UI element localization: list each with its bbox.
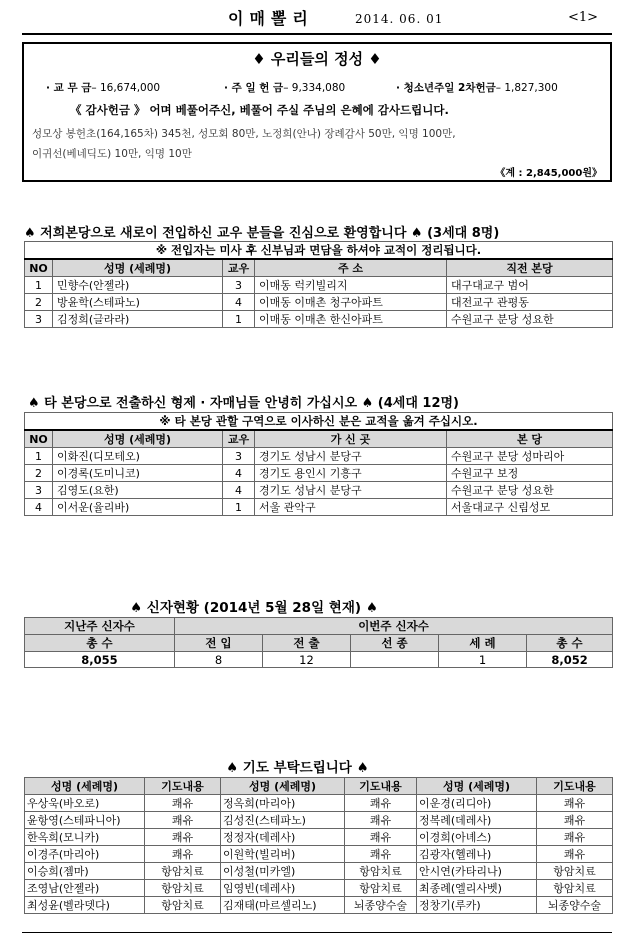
table-row <box>25 846 613 863</box>
col-header: 기도내용 <box>537 778 613 795</box>
census-table <box>24 617 613 668</box>
offering-item-sunday <box>224 80 345 95</box>
table-cell: 김영도(요한) <box>53 482 223 499</box>
table-cell: 수원교구 보정 <box>447 465 613 482</box>
table-cell: 이화진(디모테오) <box>53 448 223 465</box>
table-cell: 쾌유 <box>537 795 613 812</box>
table-cell: 쾌유 <box>345 846 417 863</box>
offering-value: – 9,334,080 <box>283 82 346 94</box>
offering-box <box>22 42 612 182</box>
table-cell: 이서운(율리바) <box>53 499 223 516</box>
table-cell: 김정희(글라라) <box>53 311 223 328</box>
table-cell: 정창기(루카) <box>417 897 537 914</box>
table-cell: 이매동 이매촌 한신아파트 <box>255 311 447 328</box>
table-cell: 쾌유 <box>145 795 221 812</box>
table-cell: 3 <box>223 448 255 465</box>
table-cell: 1 <box>25 277 53 294</box>
table-cell: 최성윤(벨라뎃다) <box>25 897 145 914</box>
table-row <box>25 812 613 829</box>
thanks-line-2: 이귀선(베네딕도) 10만, 익명 10만 <box>32 148 192 160</box>
col-header: 본 당 <box>447 430 613 448</box>
col-header: 주 소 <box>255 259 447 277</box>
table-cell: 우상욱(바오로) <box>25 795 145 812</box>
table-cell: 서울 관악구 <box>255 499 447 516</box>
table-cell: 2 <box>25 294 53 311</box>
col-header: 교우 <box>223 259 255 277</box>
newcomers-heading: ♠ 저희본당으로 새로이 전입하신 교우 분들을 진심으로 환영합니다 ♠ (3세대 8명) <box>24 226 500 241</box>
col-header: 성명 (세례명) <box>53 430 223 448</box>
footer-divider <box>22 932 612 933</box>
table-cell: 한옥희(모니카) <box>25 829 145 846</box>
table-cell: 항암치료 <box>145 897 221 914</box>
table-cell: 민향수(안젤라) <box>53 277 223 294</box>
table-row <box>25 499 613 516</box>
thanks-total: 《계 : 2,845,000원》 <box>495 168 602 179</box>
table-cell: 이원학(빌리버) <box>221 846 345 863</box>
table-cell: 대구대교구 범어 <box>447 277 613 294</box>
table-cell <box>351 652 439 668</box>
table-cell: 4 <box>223 482 255 499</box>
col-header: 전 입 <box>175 635 263 652</box>
table-cell: 1 <box>25 448 53 465</box>
table-cell: 항암치료 <box>345 863 417 880</box>
table-cell: 대전교구 관평동 <box>447 294 613 311</box>
offering-title: ♦ 우리들의 정성 ♦ <box>252 50 382 68</box>
table-cell: 이경희(아녜스) <box>417 829 537 846</box>
col-header: 성명 (세례명) <box>53 259 223 277</box>
header-divider <box>22 33 612 35</box>
prayer-heading: ♠ 기도 부탁드립니다 ♠ <box>226 760 369 776</box>
table-cell: 쾌유 <box>537 829 613 846</box>
table-cell: 쾌유 <box>345 795 417 812</box>
table-cell: 경기도 성남시 분당구 <box>255 448 447 465</box>
table-row <box>25 897 613 914</box>
thanks-heading: 《 감사헌금 》 어며 베풀어주신, 베풀어 주실 주님의 은혜에 감사드립니다. <box>70 103 449 117</box>
table-cell: 정옥희(마리아) <box>221 795 345 812</box>
table-cell: 쾌유 <box>537 812 613 829</box>
col-header: 기도내용 <box>345 778 417 795</box>
table-cell: 12 <box>263 652 351 668</box>
table-row <box>25 294 613 311</box>
table-cell: 쾌유 <box>345 812 417 829</box>
table-cell: 8,052 <box>527 652 613 668</box>
table-cell: 수원교구 분당 성요한 <box>447 311 613 328</box>
table-row <box>25 880 613 897</box>
col-header: 직전 본당 <box>447 259 613 277</box>
table-cell: 쾌유 <box>145 812 221 829</box>
table-cell: 경기도 용인시 기흥구 <box>255 465 447 482</box>
table-cell: 김성진(스테파노) <box>221 812 345 829</box>
last-week-label: 지난주 신자수 <box>25 618 175 635</box>
table-cell: 쾌유 <box>345 829 417 846</box>
table-row <box>25 829 613 846</box>
table-cell: 정복례(데레사) <box>417 812 537 829</box>
offering-label: · 교 무 금 <box>46 82 92 94</box>
table-cell: 항암치료 <box>145 863 221 880</box>
table-cell: 방윤학(스테파노) <box>53 294 223 311</box>
table-cell: 안시연(카타리나) <box>417 863 537 880</box>
transfers-table <box>24 412 613 516</box>
this-week-label: 이번주 신자수 <box>175 618 613 635</box>
table-cell: 이운경(리디아) <box>417 795 537 812</box>
table-row <box>25 795 613 812</box>
table-cell: 3 <box>25 311 53 328</box>
prayer-table <box>24 777 613 914</box>
col-header: 세 례 <box>439 635 527 652</box>
table-cell: 1 <box>223 311 255 328</box>
transfers-note: ※ 타 본당 관할 구역으로 이사하신 분은 교적을 옮겨 주십시오. <box>25 413 613 431</box>
table-cell: 4 <box>25 499 53 516</box>
table-cell: 항암치료 <box>537 880 613 897</box>
table-cell: 김재태(마르셀리노) <box>221 897 345 914</box>
table-cell: 2 <box>25 465 53 482</box>
table-cell: 이경주(마리아) <box>25 846 145 863</box>
table-cell: 쾌유 <box>145 829 221 846</box>
col-header: NO <box>25 259 53 277</box>
table-row <box>25 482 613 499</box>
table-cell: 이매동 이매촌 청구아파트 <box>255 294 447 311</box>
table-cell: 3 <box>25 482 53 499</box>
col-header: 가 신 곳 <box>255 430 447 448</box>
table-cell: 이승희(젬마) <box>25 863 145 880</box>
bulletin-date: 2014. 06. 01 <box>355 12 444 26</box>
table-row <box>25 863 613 880</box>
table-cell: 쾌유 <box>145 846 221 863</box>
col-header: NO <box>25 430 53 448</box>
table-cell: 이경록(도미니코) <box>53 465 223 482</box>
col-header: 성명 (세례명) <box>221 778 345 795</box>
col-header: 성명 (세례명) <box>25 778 145 795</box>
table-cell: 서울대교구 신림성모 <box>447 499 613 516</box>
offering-value: – 1,827,300 <box>495 82 558 94</box>
table-cell: 쾌유 <box>537 846 613 863</box>
table-cell: 8 <box>175 652 263 668</box>
newcomers-table <box>24 241 613 328</box>
census-heading: ♠ 신자현황 (2014년 5월 28일 현재) ♠ <box>130 600 378 616</box>
table-cell: 윤항영(스테파니아) <box>25 812 145 829</box>
table-cell: 임영빈(데레사) <box>221 880 345 897</box>
table-cell: 조영남(안젤라) <box>25 880 145 897</box>
col-header: 교우 <box>223 430 255 448</box>
table-cell: 최종례(엘리사벳) <box>417 880 537 897</box>
col-header: 총 수 <box>527 635 613 652</box>
offering-item-youth <box>396 80 558 95</box>
table-cell: 경기도 성남시 분당구 <box>255 482 447 499</box>
offering-value: – 16,674,000 <box>91 82 161 94</box>
table-row <box>25 652 613 668</box>
table-cell: 3 <box>223 277 255 294</box>
table-cell: 4 <box>223 465 255 482</box>
table-row <box>25 448 613 465</box>
table-cell: 1 <box>223 499 255 516</box>
table-cell: 항암치료 <box>345 880 417 897</box>
table-row <box>25 311 613 328</box>
col-header: 기도내용 <box>145 778 221 795</box>
col-header: 선 종 <box>351 635 439 652</box>
offering-item-kyomugeum <box>46 80 160 95</box>
table-cell: 정정자(데레사) <box>221 829 345 846</box>
col-header: 성명 (세례명) <box>417 778 537 795</box>
table-cell: 수원교구 분당 성요한 <box>447 482 613 499</box>
col-header: 총 수 <box>25 635 175 652</box>
table-cell: 항암치료 <box>537 863 613 880</box>
offering-label: · 주 일 헌 금 <box>224 82 284 94</box>
table-cell: 수원교구 분당 성마리아 <box>447 448 613 465</box>
table-cell: 8,055 <box>25 652 175 668</box>
table-cell: 1 <box>439 652 527 668</box>
offering-label: · 청소년주일 2차헌금 <box>396 82 496 94</box>
table-cell: 이매동 럭키빌리지 <box>255 277 447 294</box>
table-row <box>25 465 613 482</box>
col-header: 전 출 <box>263 635 351 652</box>
thanks-line-1: 성모상 봉헌초(164,165차) 345천, 성모회 80만, 노정희(안나) 장례감사 50만, 익명 100만, <box>32 128 456 140</box>
table-cell: 항암치료 <box>145 880 221 897</box>
table-cell: 4 <box>223 294 255 311</box>
transfers-heading: ♠ 타 본당으로 전출하신 형제 · 자매님들 안녕히 가십시오 ♠ (4세대 12명) <box>28 396 460 411</box>
table-cell: 김광자(헬레나) <box>417 846 537 863</box>
newcomers-note: ※ 전입자는 미사 후 신부님과 면담을 하셔야 교적이 정리됩니다. <box>25 242 613 260</box>
bulletin-title: 이매뽈리 <box>228 9 314 28</box>
table-cell: 이성철(미카엘) <box>221 863 345 880</box>
table-cell: 뇌종양수술 <box>537 897 613 914</box>
table-cell: 뇌종양수술 <box>345 897 417 914</box>
table-row <box>25 277 613 294</box>
page-number: <1> <box>568 10 599 25</box>
